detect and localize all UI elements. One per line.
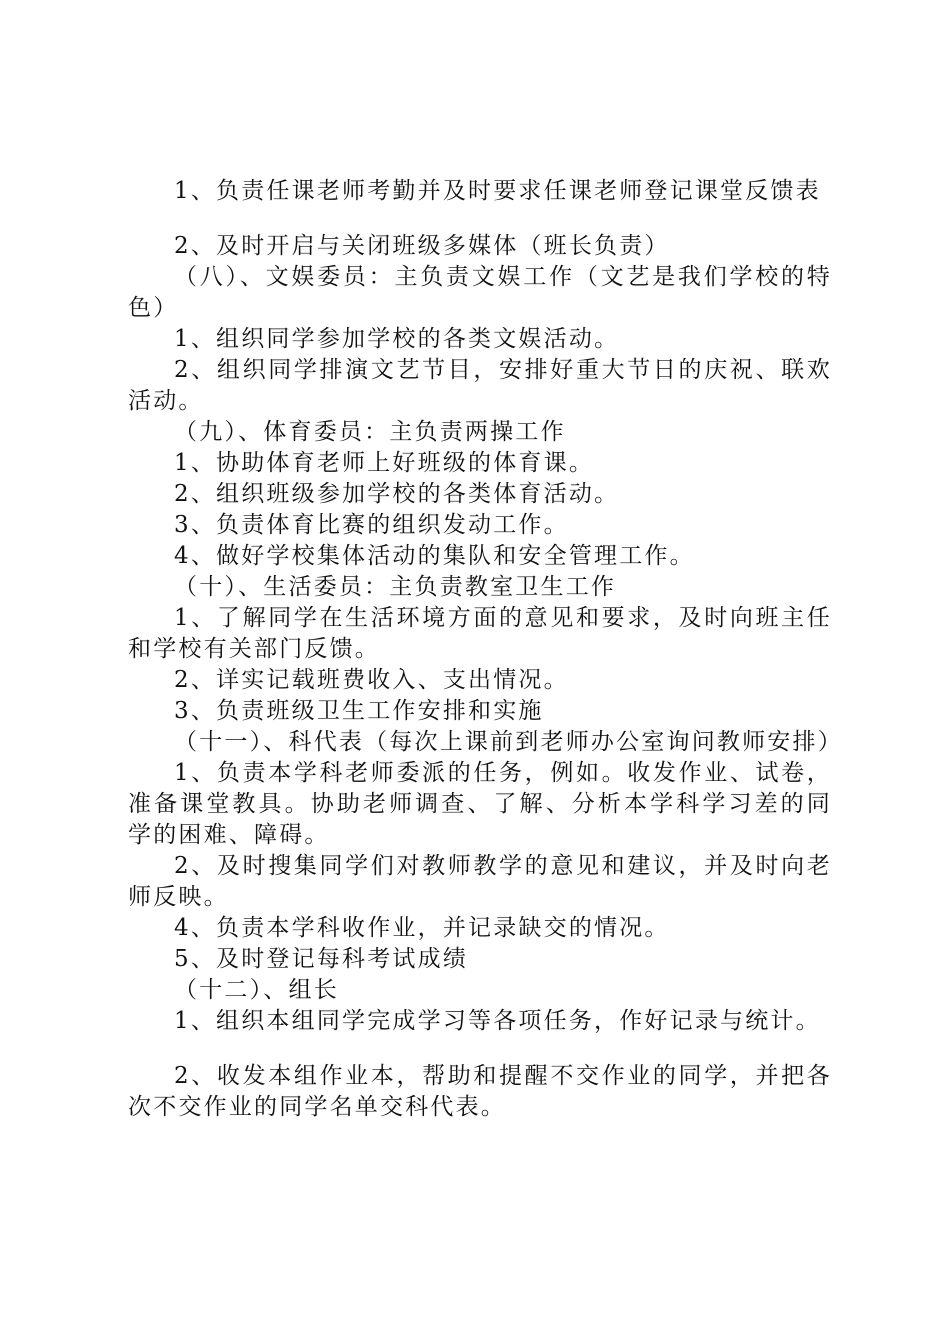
paragraph: （十一）、科代表（每次上课前到老师办公室询问教师安排） xyxy=(174,729,843,755)
paragraph: 5、及时登记每科考试成绩 xyxy=(174,946,469,972)
paragraph: 4、负责本学科收作业，并记录缺交的情况。 xyxy=(174,915,670,941)
paragraph: （八）、文娱委员：主负责文娱工作（文艺是我们学校的特色） xyxy=(128,264,832,321)
paragraph: （九）、体育委员：主负责两操工作 xyxy=(174,419,566,445)
paragraph: 3、负责班级卫生工作安排和实施 xyxy=(174,698,544,724)
paragraph: 1、组织本组同学完成学习等各项任务，作好记录与统计。 xyxy=(174,1008,821,1034)
paragraph: 3、负责体育比赛的组织发动工作。 xyxy=(174,512,569,538)
paragraph: （十二）、组长 xyxy=(174,977,339,1003)
paragraph: 1、组织同学参加学校的各类文娱活动。 xyxy=(174,326,620,352)
paragraph: 2、组织班级参加学校的各类体育活动。 xyxy=(174,481,620,507)
paragraph: 1、了解同学在生活环境方面的意见和要求，及时向班主任和学校有关部门反馈。 xyxy=(128,605,832,662)
paragraph: 4、做好学校集体活动的集队和安全管理工作。 xyxy=(174,543,695,569)
paragraph: 1、负责任课老师考勤并及时要求任课老师登记课堂反馈表 xyxy=(174,178,821,204)
paragraph: 1、协助体育老师上好班级的体育课。 xyxy=(174,450,595,476)
paragraph: 2、组织同学排演文艺节目，安排好重大节日的庆祝、联欢活动。 xyxy=(128,357,832,414)
paragraph: 2、及时搜集同学们对教师教学的意见和建议，并及时向老师反映。 xyxy=(128,853,832,910)
document-body xyxy=(128,176,843,1123)
paragraph: 2、详实记载班费收入、支出情况。 xyxy=(174,667,569,693)
paragraph: 2、收发本组作业本，帮助和提醒不交作业的同学，并把各次不交作业的同学名单交科代表。 xyxy=(128,1063,832,1120)
paragraph: 2、及时开启与关闭班级多媒体（班长负责） xyxy=(174,233,670,259)
paragraph: 1、负责本学科老师委派的任务，例如。收发作业、试卷，准备课堂教具。协助老师调查、了解、分析本学科学习差的同学的困难、障碍。 xyxy=(128,760,832,848)
paragraph: （十）、生活委员：主负责教室卫生工作 xyxy=(174,574,617,600)
